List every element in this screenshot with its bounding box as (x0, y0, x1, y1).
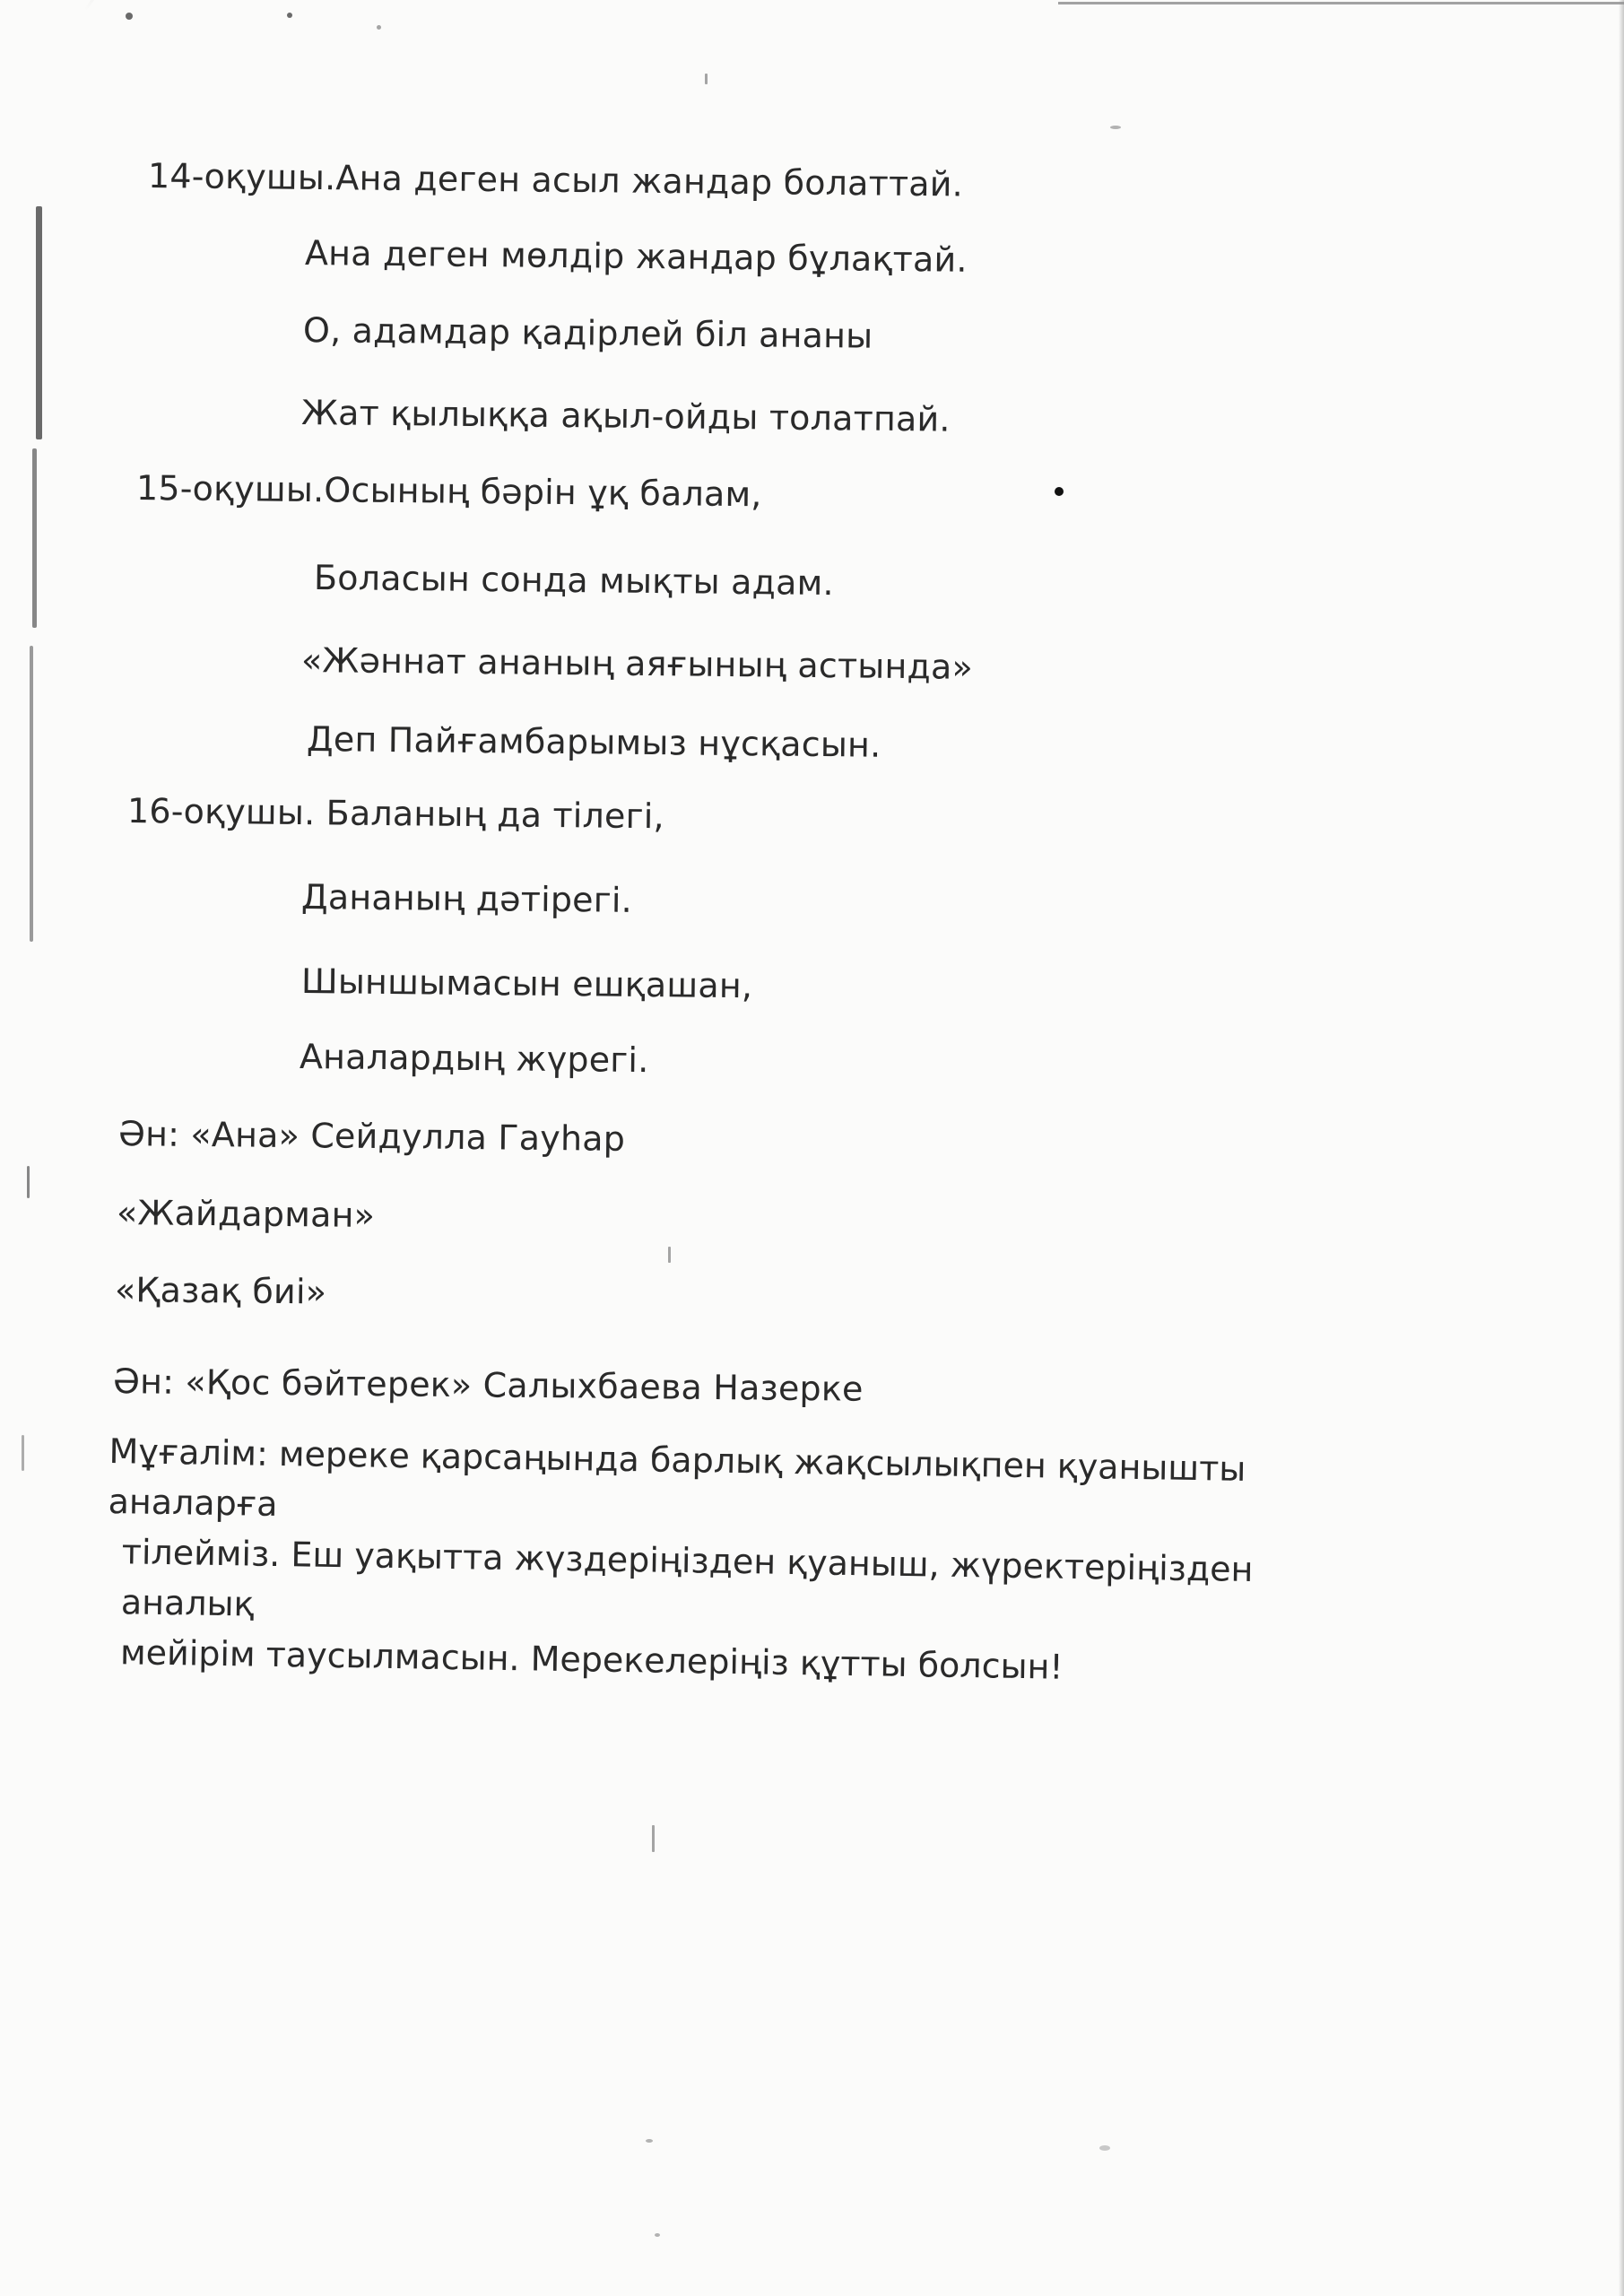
scan-artifact-left-streak (22, 1435, 24, 1471)
scan-artifact-speck (652, 1825, 655, 1852)
scan-artifact-diagonal (84, 0, 179, 11)
stanza-line (148, 154, 963, 206)
verse-line: Ана деген мөлдір жандар бұлақтай. (304, 233, 968, 280)
speaker-label: 14-оқушы. (147, 156, 336, 198)
verse-line: Баланың да тілегі, (326, 793, 665, 837)
closing-line: Мұғалім: мереке қарсаңында барлық жақсылықпен қуанышты аналарға (108, 1431, 1246, 1524)
scan-artifact-speck (1099, 2145, 1110, 2151)
verse-line: О, адамдар қадірлей біл ананы (302, 310, 873, 356)
scan-artifact-left-streak (27, 1166, 30, 1198)
closing-line: тілейміз. Еш уақытта жүздеріңізден қуаныш, жүректеріңізден аналық (120, 1532, 1254, 1624)
program-item: Ән: «Ана» Сейдулла Гауһар (117, 1114, 626, 1159)
verse-line: Деп Пайғамбарымыз нұсқасын. (306, 719, 881, 765)
scan-artifact-left-streak (30, 646, 33, 942)
verse-line: Дананың дәтірегі. (300, 877, 633, 920)
stanza-line (127, 789, 664, 838)
scan-artifact-speck (646, 2139, 653, 2143)
stanza-line (136, 466, 762, 516)
verse-line: Жат қылыққа ақыл-ойды толатпай. (300, 393, 951, 439)
speaker-label: 15-оқушы. (135, 468, 325, 510)
verse-line: Аналардың жүрегі. (299, 1037, 649, 1081)
closing-paragraph (106, 1426, 1293, 1696)
program-item: Ән: «Қос бәйтерек» Салыхбаева Назерке (112, 1361, 864, 1409)
speaker-label: 16-оқушы. (126, 791, 316, 833)
scan-artifact-speck (705, 74, 708, 84)
scan-artifact-right-edge (1619, 0, 1624, 2296)
scan-artifact-speck (1110, 126, 1121, 129)
scan-artifact-left-streak (36, 206, 42, 439)
scan-artifact-left-streak (32, 448, 37, 628)
scan-artifact-speck (377, 25, 381, 30)
program-item: «Қазақ биі» (114, 1270, 327, 1312)
closing-line: мейірім таусылмасын. Мерекелеріңіз құтты болсын! (119, 1632, 1064, 1687)
scan-artifact-speck (126, 13, 133, 20)
scan-artifact-speck (668, 1247, 671, 1263)
scan-artifact-top-rule (1058, 2, 1624, 4)
verse-line: Шыншымасын ешқашан, (300, 961, 753, 1006)
verse-line: Боласын сонда мықты адам. (313, 558, 834, 604)
verse-line: Ана деген асыл жандар болаттай. (335, 158, 964, 204)
scan-artifact-speck (655, 2233, 660, 2237)
scan-artifact-speck (287, 13, 292, 18)
verse-line: «Жәннат ананың аяғының астында» (300, 640, 974, 687)
program-item: «Жайдарман» (116, 1193, 376, 1236)
verse-line: Осының бәрін ұқ балам, (324, 470, 762, 515)
scan-artifact-speck (1055, 487, 1064, 496)
